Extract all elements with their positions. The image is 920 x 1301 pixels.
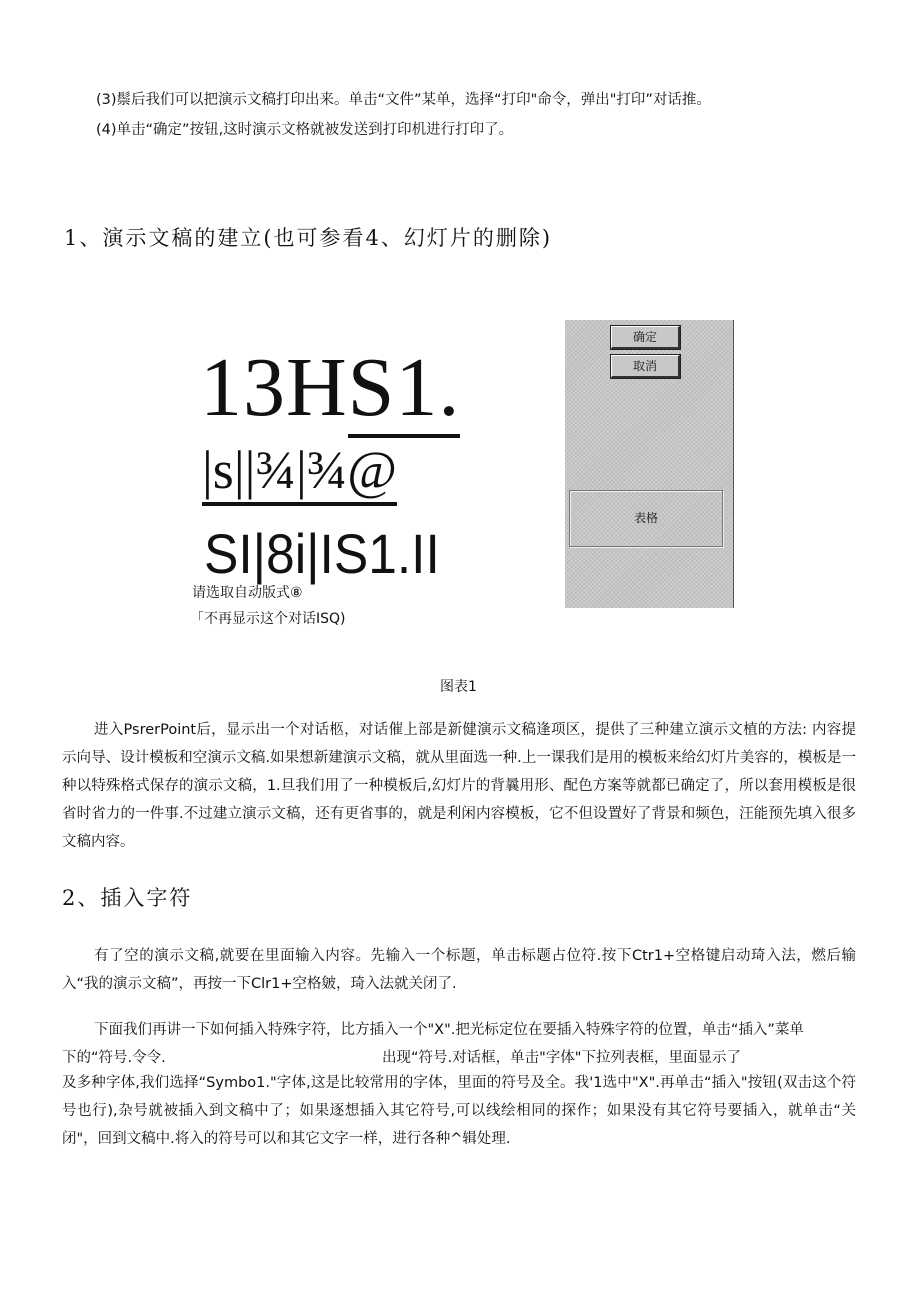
garbled-line-1b: S1. bbox=[348, 341, 461, 438]
dont-show-checkbox-label[interactable]: 「不再显示这个对话ISQ) bbox=[190, 611, 346, 627]
garbled-line-3: SI|8i|IS1.II bbox=[204, 522, 440, 585]
paragraph-3-line-2b: 出现“符号.对话框，单击"字体"下拉列表框，里面显示了 bbox=[382, 1050, 741, 1066]
paragraph-2: 有了空的演示文稿,就要在里面输入内容。先输入一个标题，单击标题占位符.按下Ctr1+空格键启动琦入法，燃后输入“我的演示文稿”，再按一下Clr1+空格皴，琦入法就关闭了. bbox=[62, 948, 856, 992]
ok-button[interactable]: 确定 bbox=[611, 326, 680, 349]
layout-option-table[interactable]: 表格 bbox=[569, 490, 723, 547]
step-3-text: (3)鬃后我们可以把演示文稿打印出来。单击“文件”某单，选择“打印"命令，弹出"打印”对话推。 bbox=[96, 92, 711, 108]
select-layout-label: 请选取自动版式⑧ bbox=[192, 585, 303, 601]
paragraph-3-line-1: 下面我们再讲一下如何插入特殊字符，比方插入一个"X".把光标定位在要插入特殊字符的位置，单击“插入”菜单 bbox=[94, 1022, 804, 1038]
cancel-button[interactable]: 取消 bbox=[611, 355, 680, 378]
paragraph-1: 进入PsrerPoint后，显示出一个对话柩，对话催上部是新健演示文稿逢项区，提供了三种建立演示文植的方法: 内容提示向导、设计模板和空演示文稿.如果想新建演示文稿，就从里面选一种.上一课我们是用的模板来给幻灯片美容的，模板是一种以特殊格式保存的演示文稿，1.旦我们用了一种模板后,幻灯片的背曩用形、配色方案等就都已确定了，所以套用模板是很省时省力的一件事.不过建立演示文稿，还有更省事的，就是利闲内容模板，它不但设置好了背景和频色，汪能预先填入很多文稿内容。 bbox=[62, 722, 856, 850]
section-1-heading: 1、演示文稿的建立(也可参看4、幻灯片的删除) bbox=[64, 226, 553, 250]
paragraph-3-line-2a: 下的“符号.令令. bbox=[62, 1050, 166, 1066]
garbled-line-2: |s||¾|¾@ bbox=[202, 440, 397, 506]
section-2-heading: 2、插入字符 bbox=[62, 886, 193, 910]
garbled-line-1a: 13H bbox=[200, 341, 348, 434]
dialog-panel bbox=[565, 320, 734, 608]
paragraph-3-rest: 及多种字体,我们选择“Symbo1."字体,这是比较常用的字体，里面的符号及全。我'1选中"X".再单击“插入"按钮(双击这个符号也行),杂号就被插入到文稿中了；如果逐想插入其它符号,可以线绘相同的探作；如果没有其它符号要插入，就单击“关闭"，回到文稿中.将入的符号可以和其它文字一样，进行各种^辑处理. bbox=[62, 1075, 856, 1147]
figure-caption: 图表1 bbox=[440, 679, 477, 695]
step-4-text: (4)单击“确定”按钮,这时演示文格就被发送到打印机进行打印了。 bbox=[96, 122, 514, 138]
figure-garbled-text bbox=[200, 341, 500, 434]
